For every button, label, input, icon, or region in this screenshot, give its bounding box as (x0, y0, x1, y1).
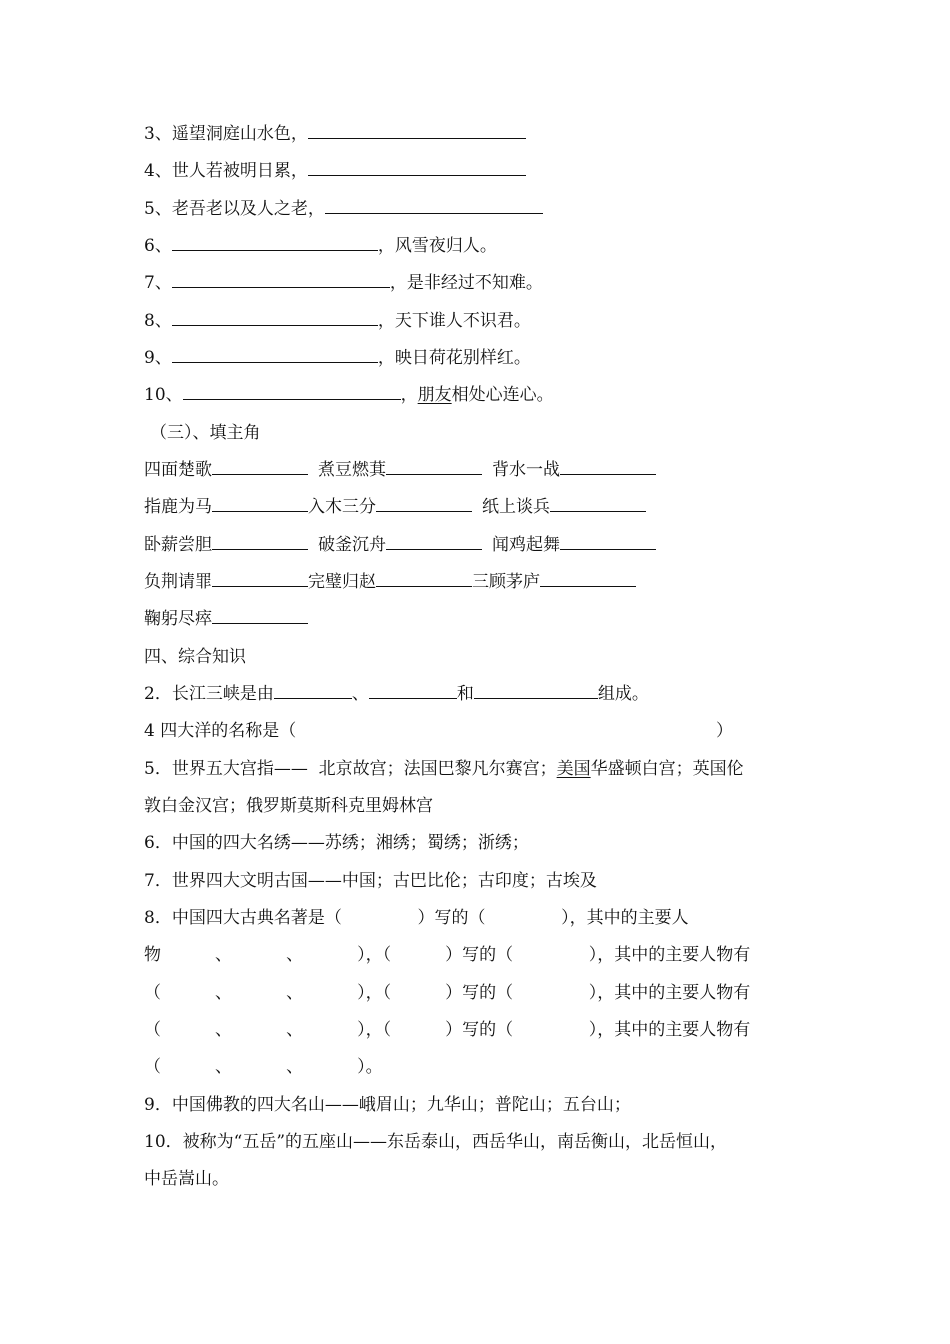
poem-line-3 (144, 124, 526, 144)
item-number: 9、 (144, 348, 172, 368)
question-9: 9．中国佛教的四大名山——峨眉山；九华山；普陀山；五台山； (144, 1095, 631, 1115)
poem-line-10 (144, 385, 554, 405)
item-number: 5、 (144, 199, 172, 219)
section-3-title: （三）、填主角 (150, 423, 261, 443)
question-6: 6．中国的四大名绣——苏绣；湘绣；蜀绣；浙绣； (144, 833, 529, 853)
question-4-close: ） (716, 721, 733, 741)
idiom: 完璧归赵 (308, 572, 376, 592)
question-text: 4 四大洋的名称是（ (144, 721, 297, 741)
question-2 (144, 684, 649, 704)
poem-line-4 (144, 161, 526, 181)
idiom-row-4 (144, 572, 636, 592)
idiom: 破釜沉舟 (318, 535, 386, 555)
poem-line-5 (144, 199, 543, 219)
item-number: 3、 (144, 124, 172, 144)
question-5 (144, 759, 744, 779)
question-8-line-4: （ 、 、 ），（ ）写的（ ），其中的主要人物有 (144, 1020, 751, 1040)
poem-line-9 (144, 348, 531, 368)
poem-text: ，风雪夜归人。 (377, 236, 497, 256)
poem-line-6 (144, 236, 497, 256)
answer-blank[interactable] (540, 572, 636, 587)
item-number: 7、 (144, 273, 172, 293)
idiom-row-5 (144, 609, 308, 629)
poem-text: ，是非经过不知难。 (389, 273, 543, 293)
answer-blank[interactable] (183, 385, 401, 400)
question-text: 和 (456, 684, 474, 704)
answer-blank[interactable] (172, 311, 378, 326)
idiom: 纸上谈兵 (482, 497, 550, 517)
question-10-line-1: 10．被称为“五岳”的五座山——东岳泰山，西岳华山，南岳衡山，北岳恒山， (144, 1132, 728, 1152)
answer-blank[interactable] (550, 497, 646, 512)
idiom: 卧薪尝胆 (144, 535, 212, 555)
answer-blank[interactable] (212, 460, 308, 475)
answer-blank[interactable] (172, 236, 378, 251)
idiom: 背水一战 (492, 460, 560, 480)
section-4-title: 四、综合知识 (144, 647, 246, 667)
item-number: 10、 (144, 385, 183, 405)
poem-text: 老吾老以及人之老， (171, 199, 325, 219)
poem-text: 相处心连心。 (451, 385, 554, 405)
poem-line-8 (144, 311, 531, 331)
poem-line-7 (144, 273, 543, 293)
underlined-word: 美国 (556, 759, 591, 779)
question-8-line-1: 8．中国四大古典名著是（ ）写的（ ），其中的主要人 (144, 908, 689, 928)
answer-blank[interactable] (325, 199, 543, 214)
question-text: 、 (351, 684, 369, 704)
poem-text: ，天下谁人不识君。 (377, 311, 531, 331)
answer-blank[interactable] (386, 460, 482, 475)
answer-blank[interactable] (386, 535, 482, 550)
idiom: 煮豆燃萁 (318, 460, 386, 480)
question-8-line-2: 物 、 、 ），（ ）写的（ ），其中的主要人物有 (144, 945, 751, 965)
poem-text: 世人若被明日累， (171, 161, 308, 181)
question-text: 组成。 (597, 684, 649, 704)
question-text: 5．世界五大宫指—— 北京故宫；法国巴黎凡尔赛宫； (144, 759, 557, 779)
underlined-word: 朋友 (417, 385, 452, 405)
item-number: 4、 (144, 161, 172, 181)
question-7: 7．世界四大文明古国——中国；古巴比伦；古印度；古埃及 (144, 871, 597, 891)
idiom: 鞠躬尽瘁 (144, 609, 212, 629)
question-text: 2．长江三峡是由 (144, 684, 274, 704)
poem-text: 遥望洞庭山水色， (171, 124, 308, 144)
answer-blank[interactable] (172, 273, 390, 288)
idiom: 负荆请罪 (144, 572, 212, 592)
answer-blank[interactable] (376, 497, 472, 512)
question-4 (144, 721, 296, 741)
idiom-row-1 (144, 460, 656, 480)
idiom: 指鹿为马 (144, 497, 212, 517)
answer-blank[interactable] (474, 684, 598, 699)
answer-blank[interactable] (560, 535, 656, 550)
answer-blank[interactable] (376, 572, 472, 587)
answer-blank[interactable] (560, 460, 656, 475)
answer-blank[interactable] (212, 535, 308, 550)
answer-blank[interactable] (308, 124, 526, 139)
idiom-row-3 (144, 535, 656, 555)
question-5-cont: 敦白金汉宫；俄罗斯莫斯科克里姆林宫 (144, 796, 433, 816)
idiom: 四面楚歌 (144, 460, 212, 480)
answer-blank[interactable] (212, 572, 308, 587)
question-8-line-5: （ 、 、 ）。 (144, 1057, 383, 1077)
question-8-line-3: （ 、 、 ），（ ）写的（ ），其中的主要人物有 (144, 983, 751, 1003)
poem-text: ， (400, 385, 418, 405)
idiom: 入木三分 (308, 497, 376, 517)
item-number: 6、 (144, 236, 172, 256)
answer-blank[interactable] (369, 684, 457, 699)
poem-text: ，映日荷花别样红。 (377, 348, 531, 368)
question-text: 华盛顿白宫；英国伦 (590, 759, 744, 779)
answer-blank[interactable] (308, 161, 526, 176)
answer-blank[interactable] (212, 497, 308, 512)
question-10-line-2: 中岳嵩山。 (144, 1169, 229, 1189)
idiom: 闻鸡起舞 (492, 535, 560, 555)
item-number: 8、 (144, 311, 172, 331)
idiom-row-2 (144, 497, 646, 517)
idiom: 三顾茅庐 (472, 572, 540, 592)
answer-blank[interactable] (172, 348, 378, 363)
answer-blank[interactable] (274, 684, 352, 699)
answer-blank[interactable] (212, 609, 308, 624)
